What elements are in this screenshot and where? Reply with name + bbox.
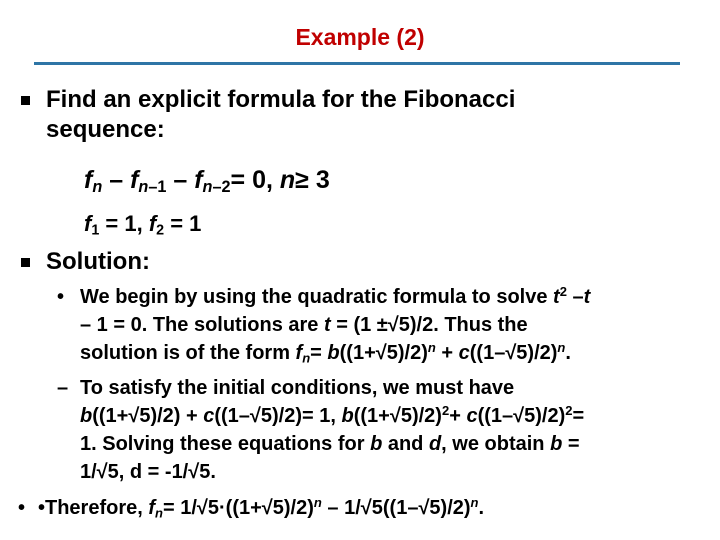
conditions-line-3: 1. Solving these equations for b and d, we obtain b = — [80, 433, 580, 455]
solution-heading — [46, 248, 150, 276]
conditions-line-4 — [80, 461, 216, 484]
final-formula: •Therefore, $f_n= 1/√5\cdot((1+√5)/2)^n - 1/√5((1-√5)/2)^n$. — [38, 494, 485, 521]
recurrence-equation: $f_n - f_{n-1} - f_{n-2}= 0$, n≥ 3 — [84, 166, 330, 197]
slide-title: Example (2) — [295, 24, 425, 50]
initial-conditions: $f_1 = 1$, $f_2 = 1$ — [84, 211, 202, 239]
find-formula-line-2 — [46, 116, 165, 144]
find-formula-line-1 — [46, 86, 515, 114]
dash-bullet-icon: – — [57, 377, 69, 399]
quadratic-line-1: We begin by using the quadratic formula to solve $t^2$ –t — [80, 283, 591, 308]
solution-label: Solution: — [46, 248, 150, 275]
find-formula-text-1: Find an explicit formula for the Fibonacci — [46, 86, 516, 113]
title-underline — [34, 62, 680, 65]
conditions-line-1 — [80, 377, 514, 400]
dot-bullet-icon: • — [18, 497, 26, 519]
conditions-text-1: To satisfy the initial conditions, we must have — [80, 377, 515, 399]
square-bullet-icon — [21, 96, 30, 105]
dot-bullet-icon: • — [57, 286, 65, 308]
conditions-text-4: 1/√5, d = -1/√5. — [80, 461, 216, 483]
quadratic-line-3: solution is of the form $f_n= b((1+√5)/2)^n + c((1-√5)/2)^n$. — [80, 339, 571, 366]
quadratic-line-2: – 1 = 0. The solutions are t = (1 ±√5)/2. Thus the — [80, 314, 528, 336]
find-formula-text-2: sequence: — [46, 116, 165, 143]
conditions-line-2: b((1+√5)/2) + c((1–√5)/2)= 1, $b((1+√5)/2)^2+ c((1-√5)/2)^2=$ — [80, 402, 585, 427]
square-bullet-icon — [21, 258, 30, 267]
